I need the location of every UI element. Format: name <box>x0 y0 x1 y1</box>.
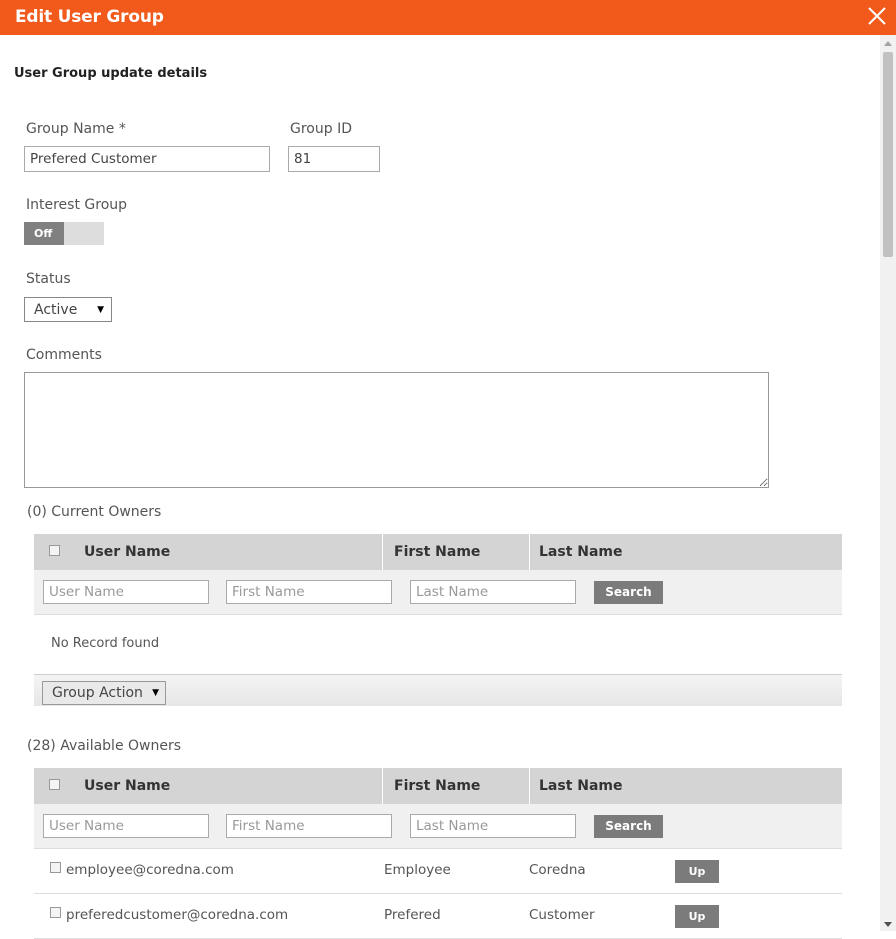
row-last-name: Customer <box>529 907 595 923</box>
scroll-up-arrow-icon[interactable] <box>884 41 892 46</box>
user-name-filter-input[interactable] <box>43 814 209 838</box>
first-name-filter-input[interactable] <box>226 580 392 604</box>
select-all-checkbox[interactable] <box>49 779 60 790</box>
group-action-label: Group Action <box>52 685 143 701</box>
empty-state-text: No Record found <box>51 636 160 651</box>
available-owners-filter-row <box>34 804 842 849</box>
row-first-name: Employee <box>384 862 451 878</box>
move-up-button[interactable]: Up <box>675 905 719 928</box>
chevron-down-icon: ▼ <box>97 305 104 315</box>
first-name-filter-input[interactable] <box>226 814 392 838</box>
comments-textarea[interactable] <box>24 372 769 488</box>
comments-label: Comments <box>26 347 102 363</box>
row-last-name: Coredna <box>529 862 586 878</box>
column-header-user-name[interactable]: User Name <box>84 778 171 794</box>
group-name-input[interactable] <box>24 146 270 172</box>
status-label: Status <box>26 271 71 287</box>
group-id-input[interactable] <box>288 146 380 172</box>
last-name-filter-input[interactable] <box>410 580 576 604</box>
dialog-title: Edit User Group <box>15 7 164 27</box>
column-header-first-name[interactable]: First Name <box>394 778 481 794</box>
current-owners-filter-row <box>34 570 842 615</box>
row-checkbox[interactable] <box>50 907 61 918</box>
status-select-value: Active <box>34 302 78 318</box>
row-checkbox[interactable] <box>50 862 61 873</box>
table-row <box>34 849 842 894</box>
table-row <box>34 894 842 939</box>
user-name-filter-input[interactable] <box>43 580 209 604</box>
chevron-down-icon: ▼ <box>152 688 159 698</box>
scrollbar[interactable] <box>880 35 896 931</box>
column-header-last-name[interactable]: Last Name <box>539 778 623 794</box>
column-header-first-name[interactable]: First Name <box>394 544 481 560</box>
current-owners-table-header <box>34 534 842 570</box>
select-all-checkbox[interactable] <box>49 545 60 556</box>
interest-group-toggle[interactable] <box>24 222 104 245</box>
move-up-button[interactable]: Up <box>675 860 719 883</box>
column-divider <box>529 534 530 570</box>
current-owners-heading: (0) Current Owners <box>27 504 162 520</box>
last-name-filter-input[interactable] <box>410 814 576 838</box>
column-divider <box>382 768 383 804</box>
scrollbar-thumb[interactable] <box>883 52 893 257</box>
scroll-down-arrow-icon[interactable] <box>884 922 892 927</box>
group-name-label: Group Name * <box>26 121 126 137</box>
search-button[interactable]: Search <box>594 815 663 838</box>
available-owners-heading: (28) Available Owners <box>27 738 182 754</box>
column-divider <box>382 534 383 570</box>
available-owners-table-header <box>34 768 842 804</box>
row-first-name: Prefered <box>384 907 441 923</box>
group-action-select[interactable] <box>42 681 166 705</box>
row-user-name: preferedcustomer@coredna.com <box>66 907 289 923</box>
dialog-header <box>0 0 896 35</box>
column-header-last-name[interactable]: Last Name <box>539 544 623 560</box>
close-icon[interactable] <box>866 5 888 27</box>
section-title: User Group update details <box>14 66 208 81</box>
toggle-knob: Off <box>24 222 64 245</box>
status-select[interactable] <box>24 297 112 322</box>
current-owners-footer <box>34 674 842 706</box>
search-button[interactable]: Search <box>594 581 663 604</box>
column-header-user-name[interactable]: User Name <box>84 544 171 560</box>
interest-group-label: Interest Group <box>26 197 128 213</box>
group-id-label: Group ID <box>290 121 352 137</box>
row-user-name: employee@coredna.com <box>66 862 234 878</box>
column-divider <box>529 768 530 804</box>
